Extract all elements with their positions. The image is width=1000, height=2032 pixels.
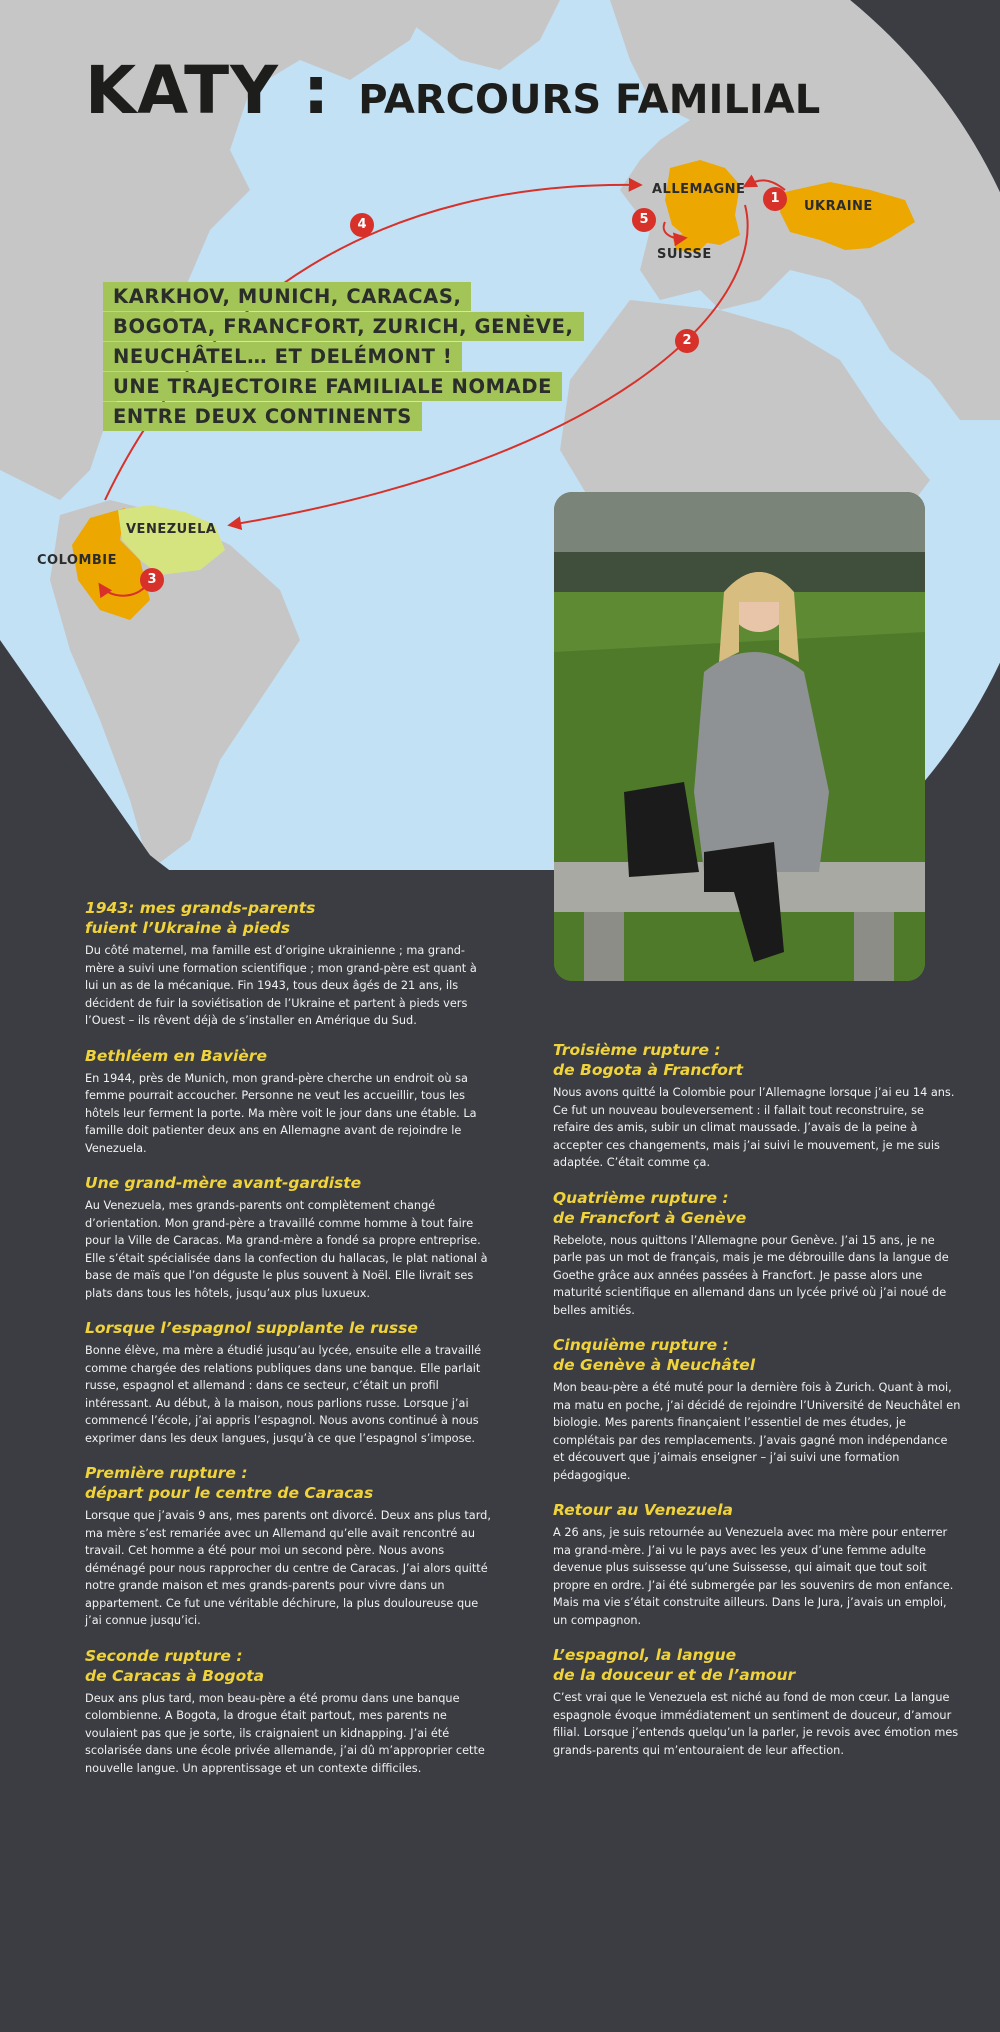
story-section: [85, 898, 493, 1030]
section-title: Seconde rupture : de Caracas à Bogota: [85, 1646, 265, 1685]
story-section: [85, 1046, 493, 1158]
step-badge-1: 1: [763, 187, 787, 211]
section-title: Quatrième rupture : de Francfort à Genève: [553, 1188, 747, 1227]
section-body: Au Venezuela, mes grands-parents ont complètement changé d’orientation. Mon grand-père a travaillé comme homme à tout faire pour la Ville de Caracas. Ma grand-mère a fondé sa propre entreprise. Elle s’était spécialisée dans la confection du hallacas, le plat national à base de maïs que l’on déguste le plus souvent à Noël. Elle livrait ses plats dans tous les hôtels, jusqu’aux plus luxueux.: [85, 1199, 488, 1300]
section-title: Troisième rupture : de Bogota à Francfort: [553, 1041, 743, 1079]
story-section: [553, 1645, 961, 1759]
tagline-line: KARKHOV, MUNICH, CARACAS,: [103, 282, 471, 311]
tagline-line: ENTRE DEUX CONTINENTS: [103, 402, 422, 431]
section-body: Deux ans plus tard, mon beau-père a été promu dans une banque colombienne. A Bogota, la drogue était partout, mes parents ne voulaient pas que je sorte, ils craignaient un kidnapping. J’ai été scolarisée dans une école privée allemande, j’ai dû m’approprier cette nouvelle langue. Un apprentissage et un contexte difficiles.: [85, 1691, 485, 1775]
section-title: Bethléem en Bavière: [85, 1046, 267, 1065]
section-title: L’espagnol, la langue de la douceur et de l’amour: [553, 1646, 796, 1684]
story-section: [553, 1335, 961, 1484]
section-title: Une grand-mère avant-gardiste: [85, 1174, 362, 1192]
tagline-box: [103, 282, 584, 432]
section-title: Lorsque l’espagnol supplante le russe: [85, 1319, 418, 1337]
text-column-right: [553, 1040, 961, 1775]
story-section: [553, 1188, 961, 1320]
page-title: [85, 52, 820, 129]
section-body: Lorsque que j’avais 9 ans, mes parents ont divorcé. Deux ans plus tard, ma mère s’est remariée avec un Allemand qu’elle avait rencontré au travail. Cet homme a été pour moi un second père. Nous avons déménagé pour nous rapprocher du centre de Caracas. J’ai alors quitté notre grande maison et mes grands-parents pour vivre dans un appartement. Ce fut une véritable déchirure, la plus douloureuse que j’ai connue jusqu’ici.: [85, 1509, 491, 1627]
label-suisse: SUISSE: [657, 247, 712, 262]
section-body: Mon beau-père a été muté pour la dernière fois à Zurich. Quant à moi, ma matu en poche, j’ai décidé de rejoindre l’Université de Neuchâtel en biologie. Mes parents finançaient l’essentiel de mes études, je complétais par des remplacements. J’avais gagné mon indépendance et découvert que j’aimais enseigner – j’ai suivi une formation pédagogique.: [553, 1381, 961, 1482]
section-title: Cinquième rupture : de Genève à Neuchâtel: [553, 1336, 756, 1374]
tagline-line: UNE TRAJECTOIRE FAMILIALE NOMADE: [103, 372, 562, 401]
story-section: [553, 1040, 961, 1172]
label-colombie: COLOMBIE: [37, 553, 118, 568]
story-section: [85, 1173, 493, 1302]
tagline-line: NEUCHÂTEL… ET DELÉMONT !: [103, 342, 462, 371]
story-section: [85, 1318, 493, 1447]
section-body: Du côté maternel, ma famille est d’origine ukrainienne ; ma grand-mère a suivi une formation scientifique ; mon grand-père est quant à lui un as de la mécanique. Fin 1943, tous deux âgés de 21 ans, ils décident de fuir la soviétisation de l’Ukraine et partent à pieds vers l’Ouest – ils rêvent déjà de s’installer en Amérique du Sud.: [85, 944, 477, 1027]
section-body: Nous avons quitté la Colombie pour l’Allemagne lorsque j’ai eu 14 ans. Ce fut un nouveau bouleversement : il fallait tout reconstruire, se refaire des amis, subir un climat maussade. J’avais de la peine à accepter ces changements, mais j’ai suivi le mouvement, je me suis adaptée. C’était comme ça.: [553, 1086, 955, 1169]
story-section: [553, 1500, 961, 1629]
story-section: [85, 1463, 493, 1630]
title-separator: :: [278, 52, 355, 129]
step-badge-5: 5: [632, 208, 656, 232]
section-title: Retour au Venezuela: [553, 1501, 733, 1519]
section-title: 1943: mes grands-parents fuient l’Ukraine à pieds: [85, 899, 316, 937]
label-venezuela: VENEZUELA: [126, 522, 217, 537]
section-body: Rebelote, nous quittons l’Allemagne pour Genève. J’ai 15 ans, je ne parle pas un mot de français, mais je me débrouille dans la langue de Goethe grâce aux années passées à Francfort. Je passe alors une maturité scientifique en allemand dans un lycée privé où j’ai noué de belles amitiés.: [553, 1233, 949, 1317]
section-title: Première rupture : départ pour le centre de Caracas: [85, 1464, 374, 1502]
title-name: KATY: [85, 52, 279, 129]
label-ukraine: UKRAINE: [804, 199, 873, 214]
story-section: [85, 1646, 493, 1778]
text-column-left: [85, 898, 493, 1793]
step-badge-2: 2: [675, 329, 699, 353]
section-body: C’est vrai que le Venezuela est niché au fond de mon cœur. La langue espagnole évoque immédiatement un sentiment de douceur, d’amour filial. Lorsque j’entends quelqu’un la parler, je revois avec émotion mes grands-parents qui m’entouraient de leur affection.: [553, 1691, 959, 1757]
step-badge-4: 4: [350, 213, 374, 237]
section-body: En 1944, près de Munich, mon grand-père cherche un endroit où sa femme pourrait accoucher. Personne ne veut les accueillir, tous les hôtels leur ferment la porte. Ma mère voit le jour dans une étable. La famille doit patienter deux ans en Allemagne avant de rejoindre le Venezuela.: [85, 1071, 477, 1155]
section-body: A 26 ans, je suis retournée au Venezuela avec ma mère pour enterrer ma grand-mère. J’ai vu le pays avec les yeux d’une femme adulte devenue plus suissesse qu’une Suissesse, qui aimait que tout soit propre en ordre. J’ai été submergée par les souvenirs de mon enfance. Mais ma vie s’était construite ailleurs. Dans le Jura, j’avais un emploi, un compagnon.: [553, 1526, 954, 1627]
tagline-line: BOGOTA, FRANCFORT, ZURICH, GENÈVE,: [103, 312, 584, 341]
step-badge-3: 3: [140, 568, 164, 592]
label-allemagne: ALLEMAGNE: [652, 182, 746, 197]
title-subtitle: PARCOURS FAMILIAL: [358, 77, 821, 123]
section-body: Bonne élève, ma mère a étudié jusqu’au lycée, ensuite elle a travaillé comme chargée des relations publiques dans une banque. Elle parlait russe, espagnol et allemand : dans ce secteur, c’était un profil intéressant. Au début, à la maison, nous parlions russe. Lorsque j’ai commencé l’école, j’ai appris l’espagnol. Nous avons continué à nous exprimer dans les deux langues, jusqu’à ce que l’espagnol s’impose.: [85, 1344, 482, 1445]
portrait-photo: [554, 492, 925, 981]
